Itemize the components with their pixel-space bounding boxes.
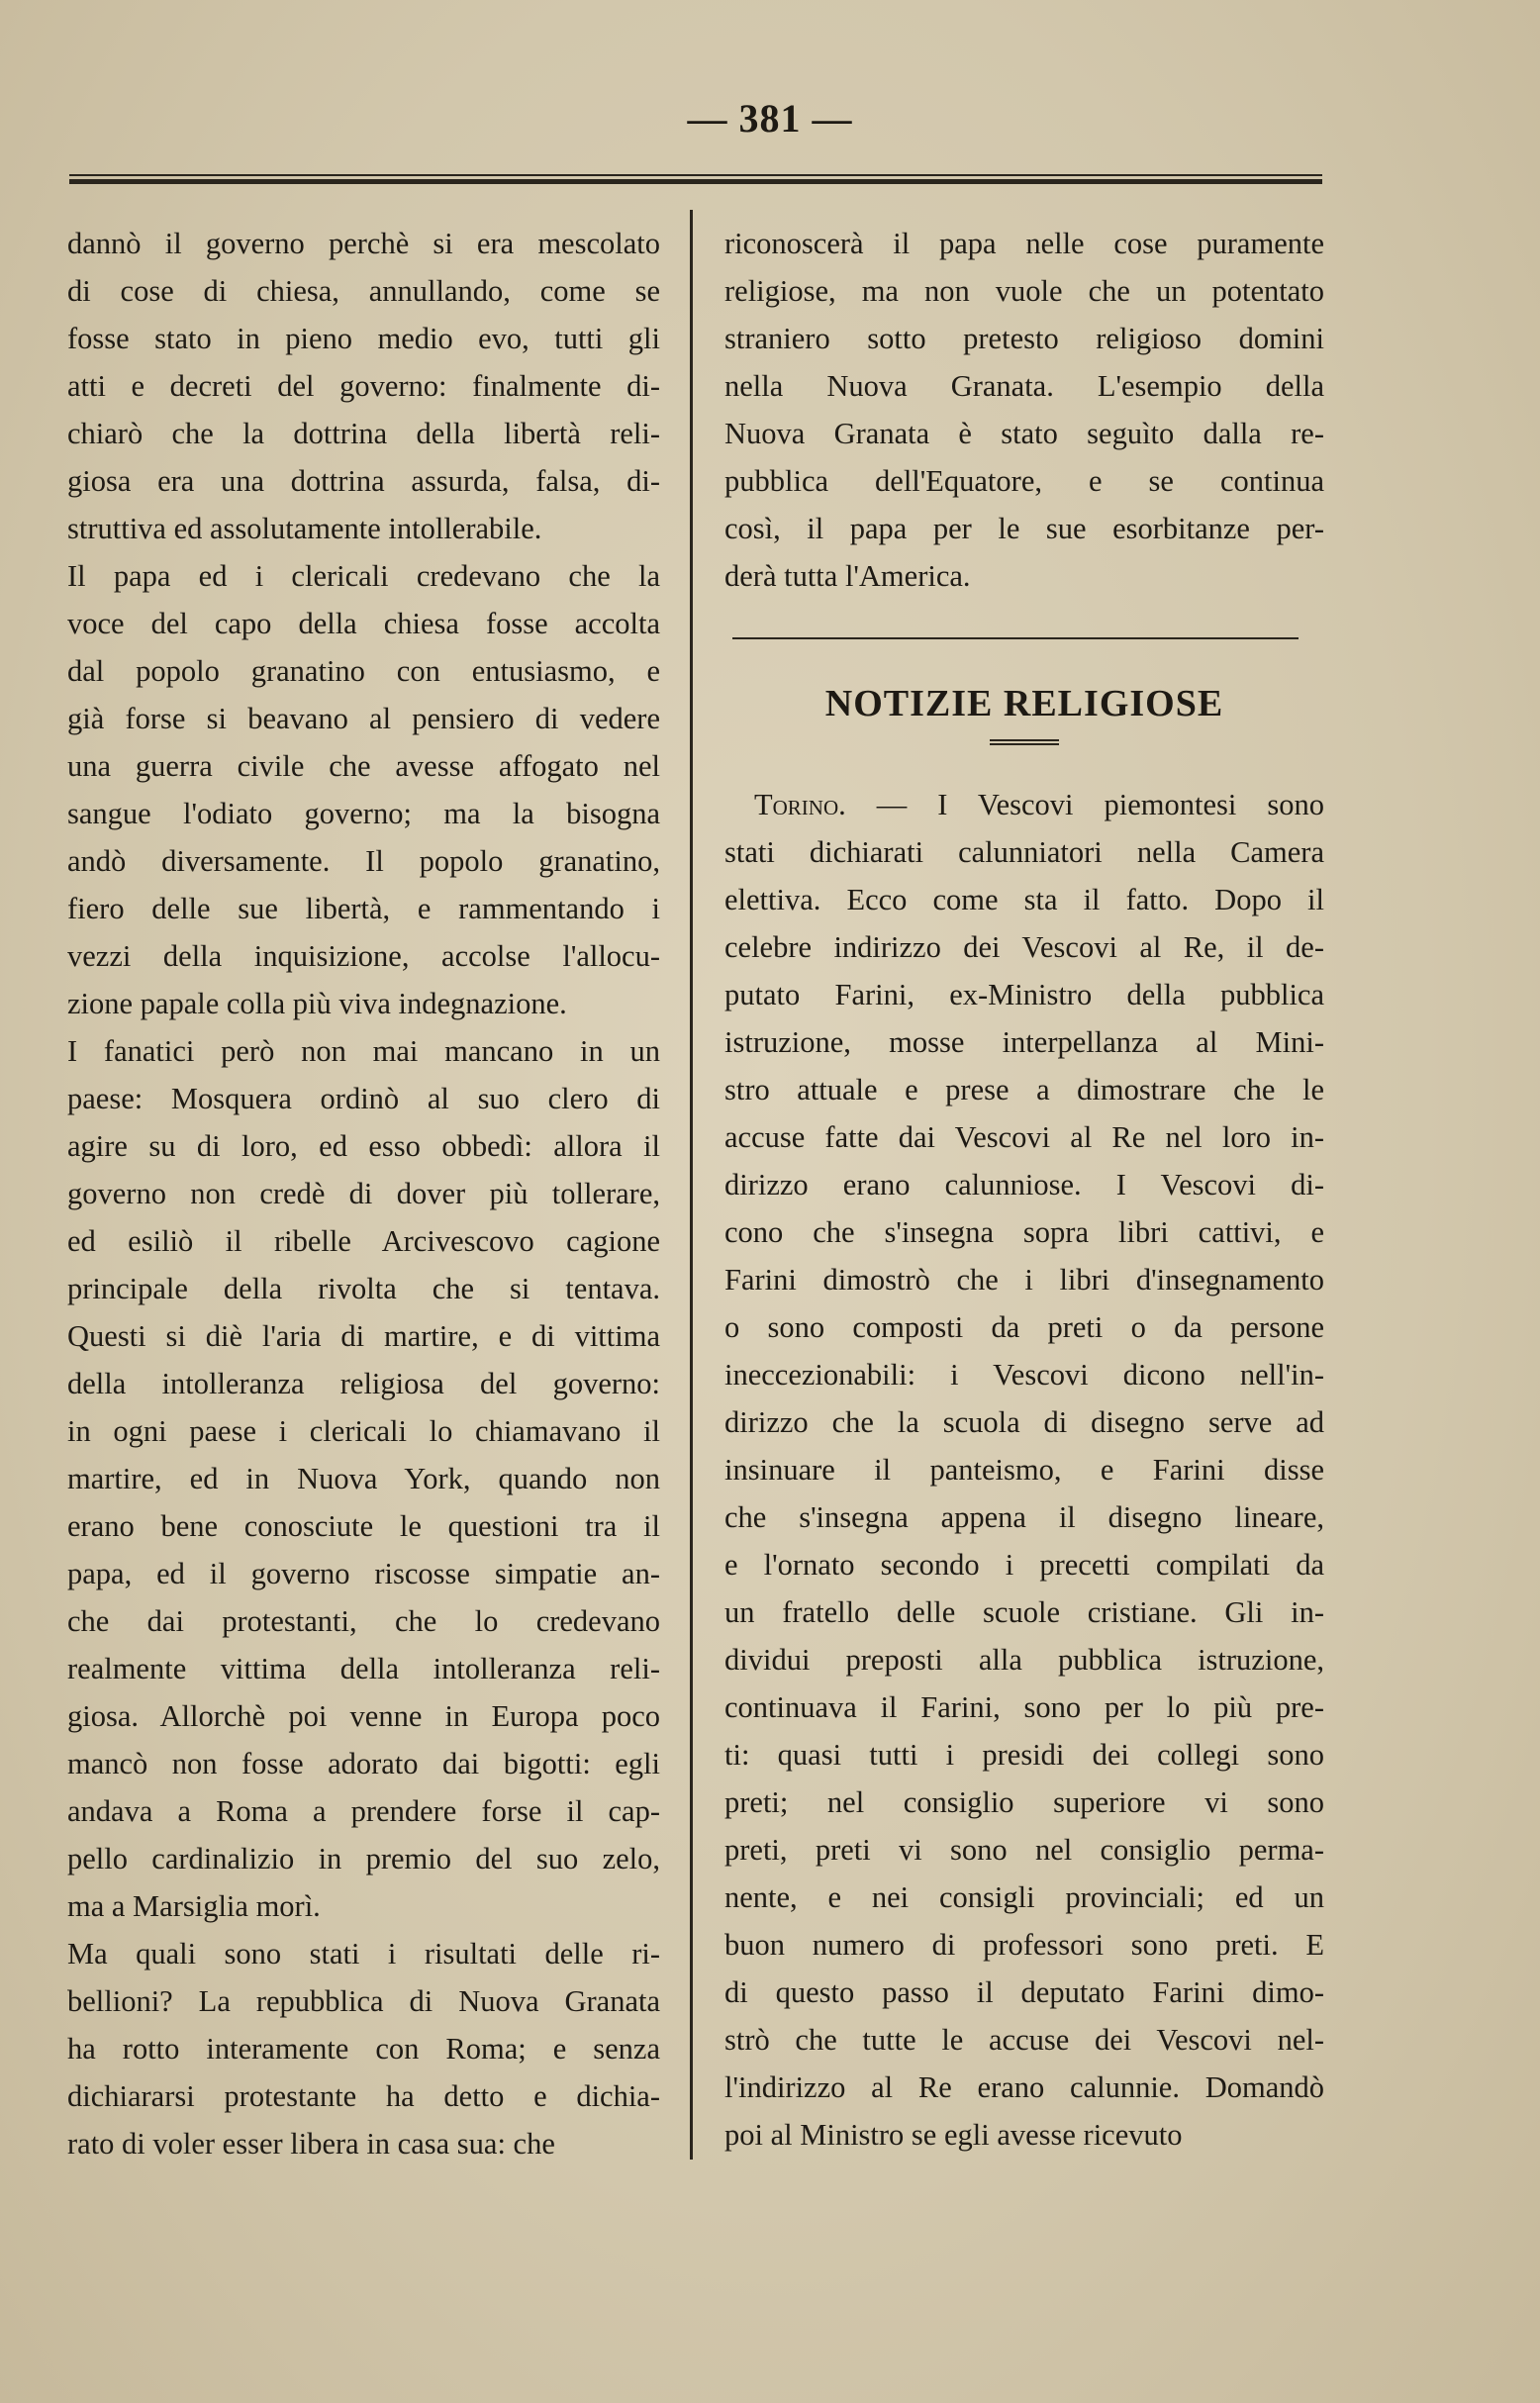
text-line: di questo passo il deputato Farini dimo- xyxy=(724,1975,1324,2009)
text-line: e l'ornato secondo i precetti compilati da xyxy=(724,1548,1324,1582)
text-line: dirizzo erano calunniose. I Vescovi di- xyxy=(724,1168,1324,1202)
text-line: paese: Mosquera ordinò al suo clero di xyxy=(67,1082,660,1115)
text-line: pello cardinalizio in premio del suo zelo, xyxy=(67,1842,660,1875)
text-line: l'indirizzo al Re erano calunnie. Domandò xyxy=(724,2070,1324,2104)
text-line: istruzione, mosse interpellanza al Mini- xyxy=(724,1025,1324,1059)
text-line: della intolleranza religiosa del governo: xyxy=(67,1367,660,1400)
text-line: buon numero di professori sono preti. E xyxy=(724,1928,1324,1962)
text-line: dal popolo granatino con entusiasmo, e xyxy=(67,654,660,688)
text-line: Nuova Granata è stato seguìto dalla re- xyxy=(724,417,1324,450)
text-line: chiarò che la dottrina della libertà reli- xyxy=(67,417,660,450)
right-column-top-text xyxy=(724,220,1324,600)
text-line: celebre indirizzo dei Vescovi al Re, il de- xyxy=(724,930,1324,964)
text-line: religiose, ma non vuole che un potentato xyxy=(724,274,1324,308)
title-double-rule xyxy=(990,739,1059,745)
text-line: nella Nuova Granata. L'esempio della xyxy=(724,369,1324,403)
left-column xyxy=(67,220,660,2167)
text-line: fiero delle sue libertà, e rammentando i xyxy=(67,892,660,925)
text-line: dichiararsi protestante ha detto e dichia- xyxy=(67,2079,660,2113)
text-line: sangue l'odiato governo; ma la bisogna xyxy=(67,797,660,830)
text-line: così, il papa per le sue esorbitanze per- xyxy=(724,512,1324,545)
text-line: dannò il governo perchè si era mescolato xyxy=(67,227,660,260)
right-column-bottom-text xyxy=(724,781,1324,2159)
text-line: elettiva. Ecco come sta il fatto. Dopo il xyxy=(724,883,1324,916)
text-line: rato di voler esser libera in casa sua: che xyxy=(67,2127,555,2161)
section-separator xyxy=(732,637,1299,640)
text-line: o sono composti da preti o da persone xyxy=(724,1310,1324,1344)
text-line: insinuare il panteismo, e Farini disse xyxy=(724,1453,1324,1487)
text-line: riconoscerà il papa nelle cose puramente xyxy=(724,227,1324,260)
text-line: realmente vittima della intolleranza reli- xyxy=(67,1652,660,1685)
text-line: voce del capo della chiesa fosse accolta xyxy=(67,607,660,640)
text-line: continuava il Farini, sono per lo più pre- xyxy=(724,1690,1324,1724)
text-line: zione papale colla più viva indegnazione. xyxy=(67,987,567,1020)
text-line: poi al Ministro se egli avesse ricevuto xyxy=(724,2118,1183,2152)
text-line: accuse fatte dai Vescovi al Re nel loro in- xyxy=(724,1120,1324,1154)
text-line: dirizzo che la scuola di disegno serve ad xyxy=(724,1405,1324,1439)
text-line: bellioni? La repubblica di Nuova Granata xyxy=(67,1984,660,2018)
text-line: cono che s'insegna sopra libri cattivi, e xyxy=(724,1215,1324,1249)
text-line: un fratello delle scuole cristiane. Gli in- xyxy=(724,1595,1324,1629)
text-line: una guerra civile che avesse affogato nel xyxy=(67,749,660,783)
text-line: ti: quasi tutti i presidi dei collegi sono xyxy=(724,1738,1324,1772)
text-line: preti; nel consiglio superiore vi sono xyxy=(724,1785,1324,1819)
text-line: di cose di chiesa, annullando, come se xyxy=(67,274,660,308)
text-line: ineccezionabili: i Vescovi dicono nell'in- xyxy=(724,1358,1324,1392)
text-line: che dai protestanti, che lo credevano xyxy=(67,1604,660,1638)
header-rule xyxy=(69,174,1322,184)
text-line: governo non credè di dover più tollerare, xyxy=(67,1177,660,1210)
section-title: NOTIZIE RELIGIOSE xyxy=(824,683,1224,724)
text-line: mancò non fosse adorato dai bigotti: egli xyxy=(67,1747,660,1780)
text-line: giosa. Allorchè poi venne in Europa poco xyxy=(67,1699,660,1733)
text-line: pubblica dell'Equatore, e se continua xyxy=(724,464,1324,498)
text-line: andava a Roma a prendere forse il cap- xyxy=(67,1794,660,1828)
text-line: stati dichiarati calunniatori nella Camera xyxy=(724,835,1324,869)
column-divider xyxy=(690,210,693,2160)
text-line: atti e decreti del governo: finalmente di- xyxy=(67,369,660,403)
text-line: principale della rivolta che si tentava. xyxy=(67,1272,660,1305)
page-number: — 381 — xyxy=(687,96,853,141)
text-line: putato Farini, ex-Ministro della pubblica xyxy=(724,978,1324,1011)
text-line: giosa era una dottrina assurda, falsa, di- xyxy=(67,464,660,498)
text-line: struttiva ed assolutamente intollerabile. xyxy=(67,512,542,545)
text-line: Questi si diè l'aria di martire, e di vittima xyxy=(67,1319,660,1353)
text-line: derà tutta l'America. xyxy=(724,559,971,593)
text-line: martire, ed in Nuova York, quando non xyxy=(67,1462,660,1495)
text-line: straniero sotto pretesto religioso domini xyxy=(724,322,1324,355)
text-line xyxy=(724,781,1324,828)
text-line: I fanatici però non mai mancano in un xyxy=(67,1034,660,1068)
text-line: strò che tutte le accuse dei Vescovi nel- xyxy=(724,2023,1324,2057)
text-line: Ma quali sono stati i risultati delle ri- xyxy=(67,1937,660,1970)
text-line: papa, ed il governo riscosse simpatie an- xyxy=(67,1557,660,1590)
text-line-rest: — I Vescovi piemontesi sono xyxy=(845,788,1324,821)
text-line: in ogni paese i clericali lo chiamavano il xyxy=(67,1414,660,1448)
text-line: ed esiliò il ribelle Arcivescovo cagione xyxy=(67,1224,660,1258)
text-line: andò diversamente. Il popolo granatino, xyxy=(67,844,660,878)
dateline: Torino. xyxy=(754,788,846,821)
right-column xyxy=(724,220,1324,2159)
text-line: stro attuale e prese a dimostrare che le xyxy=(724,1073,1324,1106)
text-line: ha rotto interamente con Roma; e senza xyxy=(67,2032,660,2066)
text-line: Il papa ed i clericali credevano che la xyxy=(67,559,660,593)
text-line: dividui preposti alla pubblica istruzione, xyxy=(724,1643,1324,1677)
text-line: vezzi della inquisizione, accolse l'allocu- xyxy=(67,939,660,973)
text-line: che s'insegna appena il disegno lineare, xyxy=(724,1500,1324,1534)
text-line: ma a Marsiglia morì. xyxy=(67,1889,321,1923)
text-line: fosse stato in pieno medio evo, tutti gli xyxy=(67,322,660,355)
text-line: erano bene conosciute le questioni tra il xyxy=(67,1509,660,1543)
text-line: agire su di loro, ed esso obbedì: allora il xyxy=(67,1129,660,1163)
text-line: Farini dimostrò che i libri d'insegnamento xyxy=(724,1263,1324,1297)
text-line: preti, preti vi sono nel consiglio perma- xyxy=(724,1833,1324,1867)
text-line: nente, e nei consigli provinciali; ed un xyxy=(724,1880,1324,1914)
text-line: già forse si beavano al pensiero di vedere xyxy=(67,702,660,735)
